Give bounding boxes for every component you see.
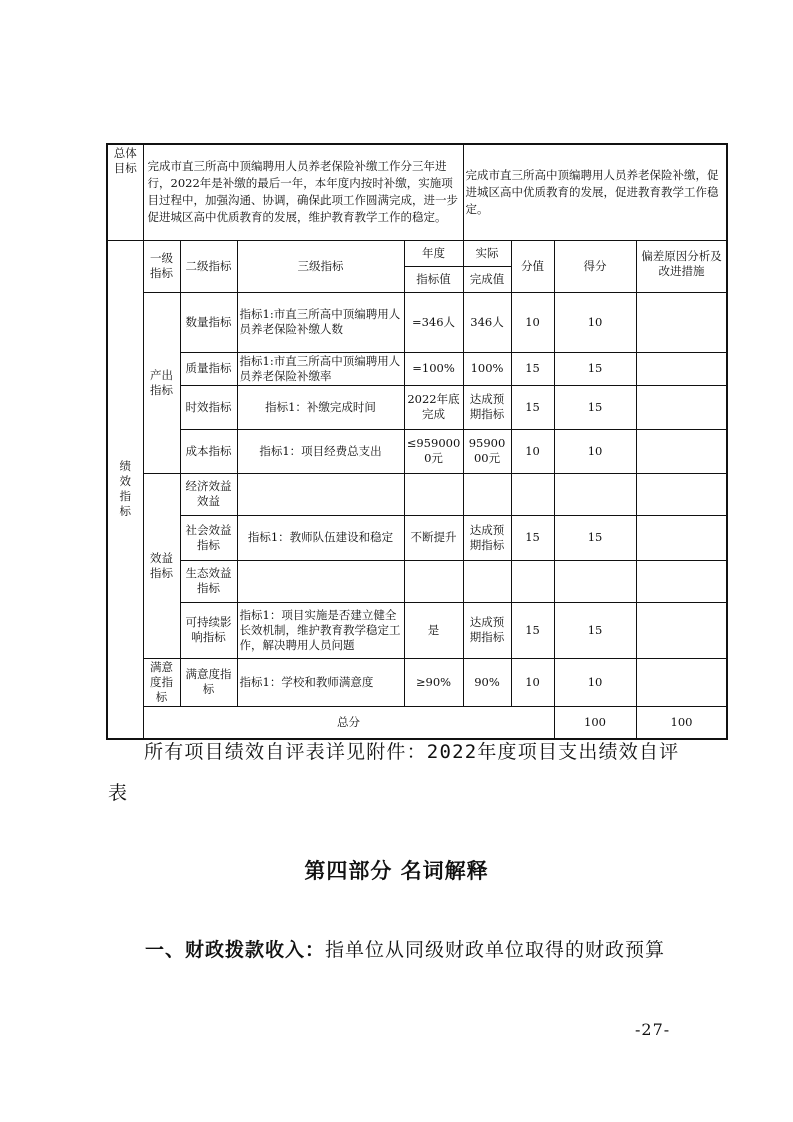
row-reason	[636, 292, 727, 352]
row-got: 10	[554, 292, 636, 352]
row-got: 15	[554, 352, 636, 385]
row-target: 不断提升	[404, 515, 463, 560]
table-row	[107, 658, 727, 706]
row-score: 10	[511, 658, 554, 706]
group-satisfaction: 满意度指标	[143, 658, 180, 706]
row-target: =346人	[404, 292, 463, 352]
row-l3: 指标1：项目实施是否建立健全长效机制，维护教育教学稳定工作，解决聘用人员问题	[237, 602, 404, 658]
term-definition	[145, 935, 665, 962]
row-score: 15	[511, 385, 554, 429]
header-score: 分值	[511, 240, 554, 292]
row-score: 15	[511, 602, 554, 658]
header-actual: 实际	[463, 240, 511, 266]
goal-text-right: 完成市直三所高中顶编聘用人员养老保险补缴，促进城区高中优质教育的发展，促进教育教学工作稳定。	[463, 144, 727, 240]
table-row	[107, 292, 727, 352]
row-score: 10	[511, 429, 554, 473]
row-l3: 指标1:市直三所高中顶编聘用人员养老保险补缴率	[237, 352, 404, 385]
row-score	[511, 473, 554, 515]
row-reason	[636, 429, 727, 473]
row-l2: 可持续影响指标	[180, 602, 237, 658]
row-l2: 社会效益指标	[180, 515, 237, 560]
row-l2: 生态效益指标	[180, 560, 237, 602]
row-got: 15	[554, 385, 636, 429]
row-target	[404, 473, 463, 515]
row-actual	[463, 473, 511, 515]
table-row	[107, 602, 727, 658]
table-row	[107, 515, 727, 560]
row-actual: 100%	[463, 352, 511, 385]
total-label: 总分	[143, 706, 554, 739]
row-reason	[636, 560, 727, 602]
row-target: ≤9590000元	[404, 429, 463, 473]
header-level1: 一级指标	[143, 240, 180, 292]
header-done: 完成值	[463, 266, 511, 292]
body-line-1: 所有项目绩效自评表详见附件：2022年度项目支出绩效自评	[144, 741, 680, 763]
goal-text-left: 完成市直三所高中顶编聘用人员养老保险补缴工作分三年进行，2022年是补缴的最后一年，本年度内按时补缴，实施项目过程中，加强沟通、协调，确保此项工作圆满完成，进一步促进城区高中优质教育的发展，维护教育教学工作的稳定。	[143, 144, 463, 240]
row-score: 15	[511, 515, 554, 560]
performance-table	[106, 143, 728, 740]
row-got: 10	[554, 429, 636, 473]
row-target: ≥90%	[404, 658, 463, 706]
row-l2: 满意度指标	[180, 658, 237, 706]
total-score: 100	[554, 706, 636, 739]
row-reason	[636, 515, 727, 560]
header-got: 得分	[554, 240, 636, 292]
row-l3	[237, 473, 404, 515]
row-l3: 指标1：项目经费总支出	[237, 429, 404, 473]
row-l2: 成本指标	[180, 429, 237, 473]
table-row	[107, 352, 727, 385]
row-actual: 9590000元	[463, 429, 511, 473]
row-l3: 指标1：教师队伍建设和稳定	[237, 515, 404, 560]
page-number: -27-	[635, 1020, 671, 1039]
row-target: 是	[404, 602, 463, 658]
part-title: 第四部分 名词解释	[304, 858, 489, 883]
header-target: 指标值	[404, 266, 463, 292]
row-got: 10	[554, 658, 636, 706]
row-l2: 质量指标	[180, 352, 237, 385]
row-actual: 达成预期指标	[463, 602, 511, 658]
row-l3: 指标1：学校和教师满意度	[237, 658, 404, 706]
group-benefit: 效益指标	[143, 473, 180, 658]
row-actual: 达成预期指标	[463, 515, 511, 560]
row-got: 15	[554, 602, 636, 658]
table-row	[107, 429, 727, 473]
row-reason	[636, 352, 727, 385]
row-target: 2022年底完成	[404, 385, 463, 429]
row-reason	[636, 658, 727, 706]
row-l3: 指标1:市直三所高中顶编聘用人员养老保险补缴人数	[237, 292, 404, 352]
row-got: 15	[554, 515, 636, 560]
header-annual: 年度	[404, 240, 463, 266]
total-got: 100	[636, 706, 727, 739]
row-target	[404, 560, 463, 602]
row-score	[511, 560, 554, 602]
goal-row	[107, 144, 727, 240]
total-row	[107, 706, 727, 739]
term-heading: 一、财政拨款收入：	[145, 939, 326, 961]
row-actual: 346人	[463, 292, 511, 352]
row-l3	[237, 560, 404, 602]
row-got	[554, 473, 636, 515]
table-row	[107, 473, 727, 515]
row-actual	[463, 560, 511, 602]
group-output: 产出指标	[143, 292, 180, 473]
header-row-1	[107, 240, 727, 266]
term-text: 指单位从同级财政单位取得的财政预算	[325, 939, 666, 961]
row-l2: 经济效益效益	[180, 473, 237, 515]
section-label: 绩效指标	[107, 240, 143, 739]
row-l2: 数量指标	[180, 292, 237, 352]
row-l2: 时效指标	[180, 385, 237, 429]
row-actual: 90%	[463, 658, 511, 706]
header-level2: 二级指标	[180, 240, 237, 292]
body-line-2: 表	[108, 782, 129, 804]
row-score: 10	[511, 292, 554, 352]
header-reason: 偏差原因分析及改进措施	[636, 240, 727, 292]
row-reason	[636, 473, 727, 515]
row-actual: 达成预期指标	[463, 385, 511, 429]
row-got	[554, 560, 636, 602]
row-target: =100%	[404, 352, 463, 385]
table-row	[107, 385, 727, 429]
goal-label: 总体目标	[107, 144, 143, 240]
table-row	[107, 560, 727, 602]
header-level3: 三级指标	[237, 240, 404, 292]
row-reason	[636, 385, 727, 429]
row-l3: 指标1：补缴完成时间	[237, 385, 404, 429]
row-score: 15	[511, 352, 554, 385]
row-reason	[636, 602, 727, 658]
